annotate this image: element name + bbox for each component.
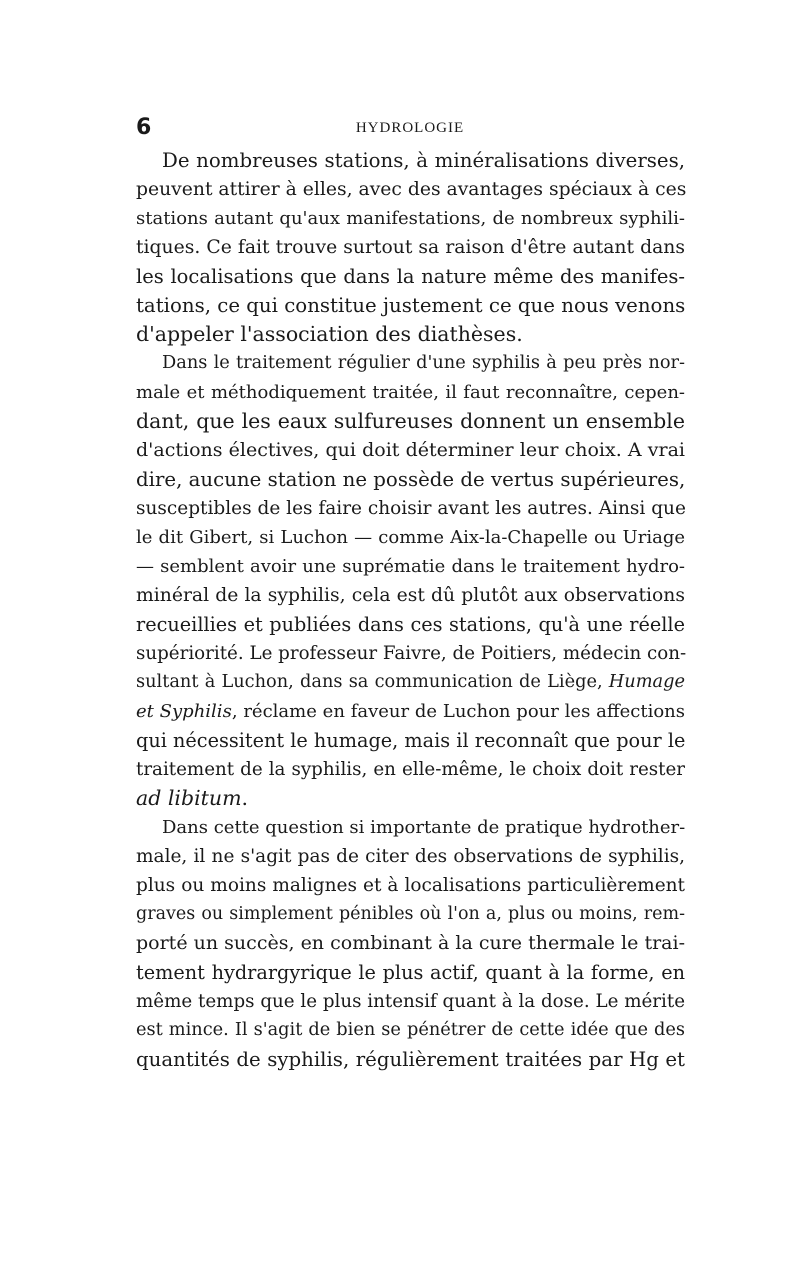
text-line: plus ou moins malignes et à localisations particulièrement bbox=[136, 875, 685, 896]
text-line: est mince. Il s'agit de bien se pénétrer de cette idée que des bbox=[136, 1020, 685, 1040]
paragraph-3 bbox=[136, 813, 685, 1074]
text-line: recueillies et publiées dans ces stations, qu'à une réelle bbox=[136, 613, 685, 636]
text-line bbox=[136, 697, 685, 726]
text-line: tiques. Ce fait trouve surtout sa raison d'être autant dans bbox=[136, 237, 685, 258]
text-line: traitement de la syphilis, en elle-même, le choix doit rester bbox=[136, 759, 685, 780]
italic-phrase: ad libitum bbox=[136, 786, 242, 810]
running-title: HYDROLOGIE bbox=[355, 120, 465, 136]
text-line: peuvent attirer à elles, avec des avantages spéciaux à ces bbox=[136, 179, 687, 200]
text-line: Dans cette question si importante de pratique hydrother- bbox=[162, 817, 686, 838]
italic-title: et Syphilis bbox=[136, 701, 232, 722]
text-line: graves ou simplement pénibles où l'on a, plus ou moins, rem- bbox=[136, 904, 685, 924]
italic-title: Humage bbox=[608, 672, 685, 692]
text-line: le dit Gibert, si Luchon — comme Aix-la-Chapelle ou Uriage bbox=[136, 527, 685, 548]
text-segment: . bbox=[241, 786, 249, 810]
text-segment: sultant à Luchon, dans sa communication de Liège, bbox=[136, 672, 603, 692]
text-line: porté un succès, en combinant à la cure thermale le trai- bbox=[136, 932, 685, 954]
text-line: minéral de la syphilis, cela est dû plutôt aux observations bbox=[136, 585, 685, 606]
text-line: De nombreuses stations, à minéralisations diverses, bbox=[162, 149, 685, 172]
text-line: male, il ne s'agit pas de citer des observations de syphilis, bbox=[136, 846, 685, 867]
text-line: dant, que les eaux sulfureuses donnent un ensemble bbox=[136, 409, 685, 433]
text-line: quantités de syphilis, régulièrement traitées par Hg et bbox=[136, 1048, 685, 1071]
text-line bbox=[136, 668, 685, 697]
paragraph-1 bbox=[136, 146, 685, 349]
text-line: même temps que le plus intensif quant à la dose. Le mérite bbox=[136, 991, 685, 1012]
text-line: tement hydrargyrique le plus actif, quant à la forme, en bbox=[136, 961, 685, 984]
text-line: male et méthodiquement traitée, il faut reconnaître, cepen- bbox=[136, 382, 685, 403]
text-line: tations, ce qui constitue justement ce que nous venons bbox=[136, 294, 686, 317]
paragraph-2 bbox=[136, 349, 685, 813]
page-number: 6 bbox=[136, 115, 152, 140]
text-line: les localisations que dans la nature même des manifes- bbox=[136, 265, 685, 288]
text-segment: , réclame en faveur de Luchon pour les affections bbox=[231, 701, 686, 722]
text-line: Dans le traitement régulier d'une syphilis à peu près nor- bbox=[162, 353, 685, 373]
text-line: d'actions électives, qui doit déterminer leur choix. A vrai bbox=[136, 439, 685, 461]
text-line: d'appeler l'association des diathèses. bbox=[136, 322, 523, 346]
running-head bbox=[136, 114, 684, 144]
text-line: dire, aucune station ne possède de vertus supérieures, bbox=[136, 468, 686, 491]
text-line: — semblent avoir une suprématie dans le traitement hydro- bbox=[136, 556, 685, 577]
text-line: supériorité. Le professeur Faivre, de Poitiers, médecin con- bbox=[136, 643, 687, 664]
text-line: susceptibles de les faire choisir avant les autres. Ainsi que bbox=[136, 498, 686, 519]
body-text bbox=[136, 146, 685, 1074]
text-line: stations autant qu'aux manifestations, de nombreux syphili- bbox=[136, 208, 685, 229]
text-line bbox=[136, 784, 685, 813]
text-line: qui nécessitent le humage, mais il reconnaît que pour le bbox=[136, 729, 686, 752]
